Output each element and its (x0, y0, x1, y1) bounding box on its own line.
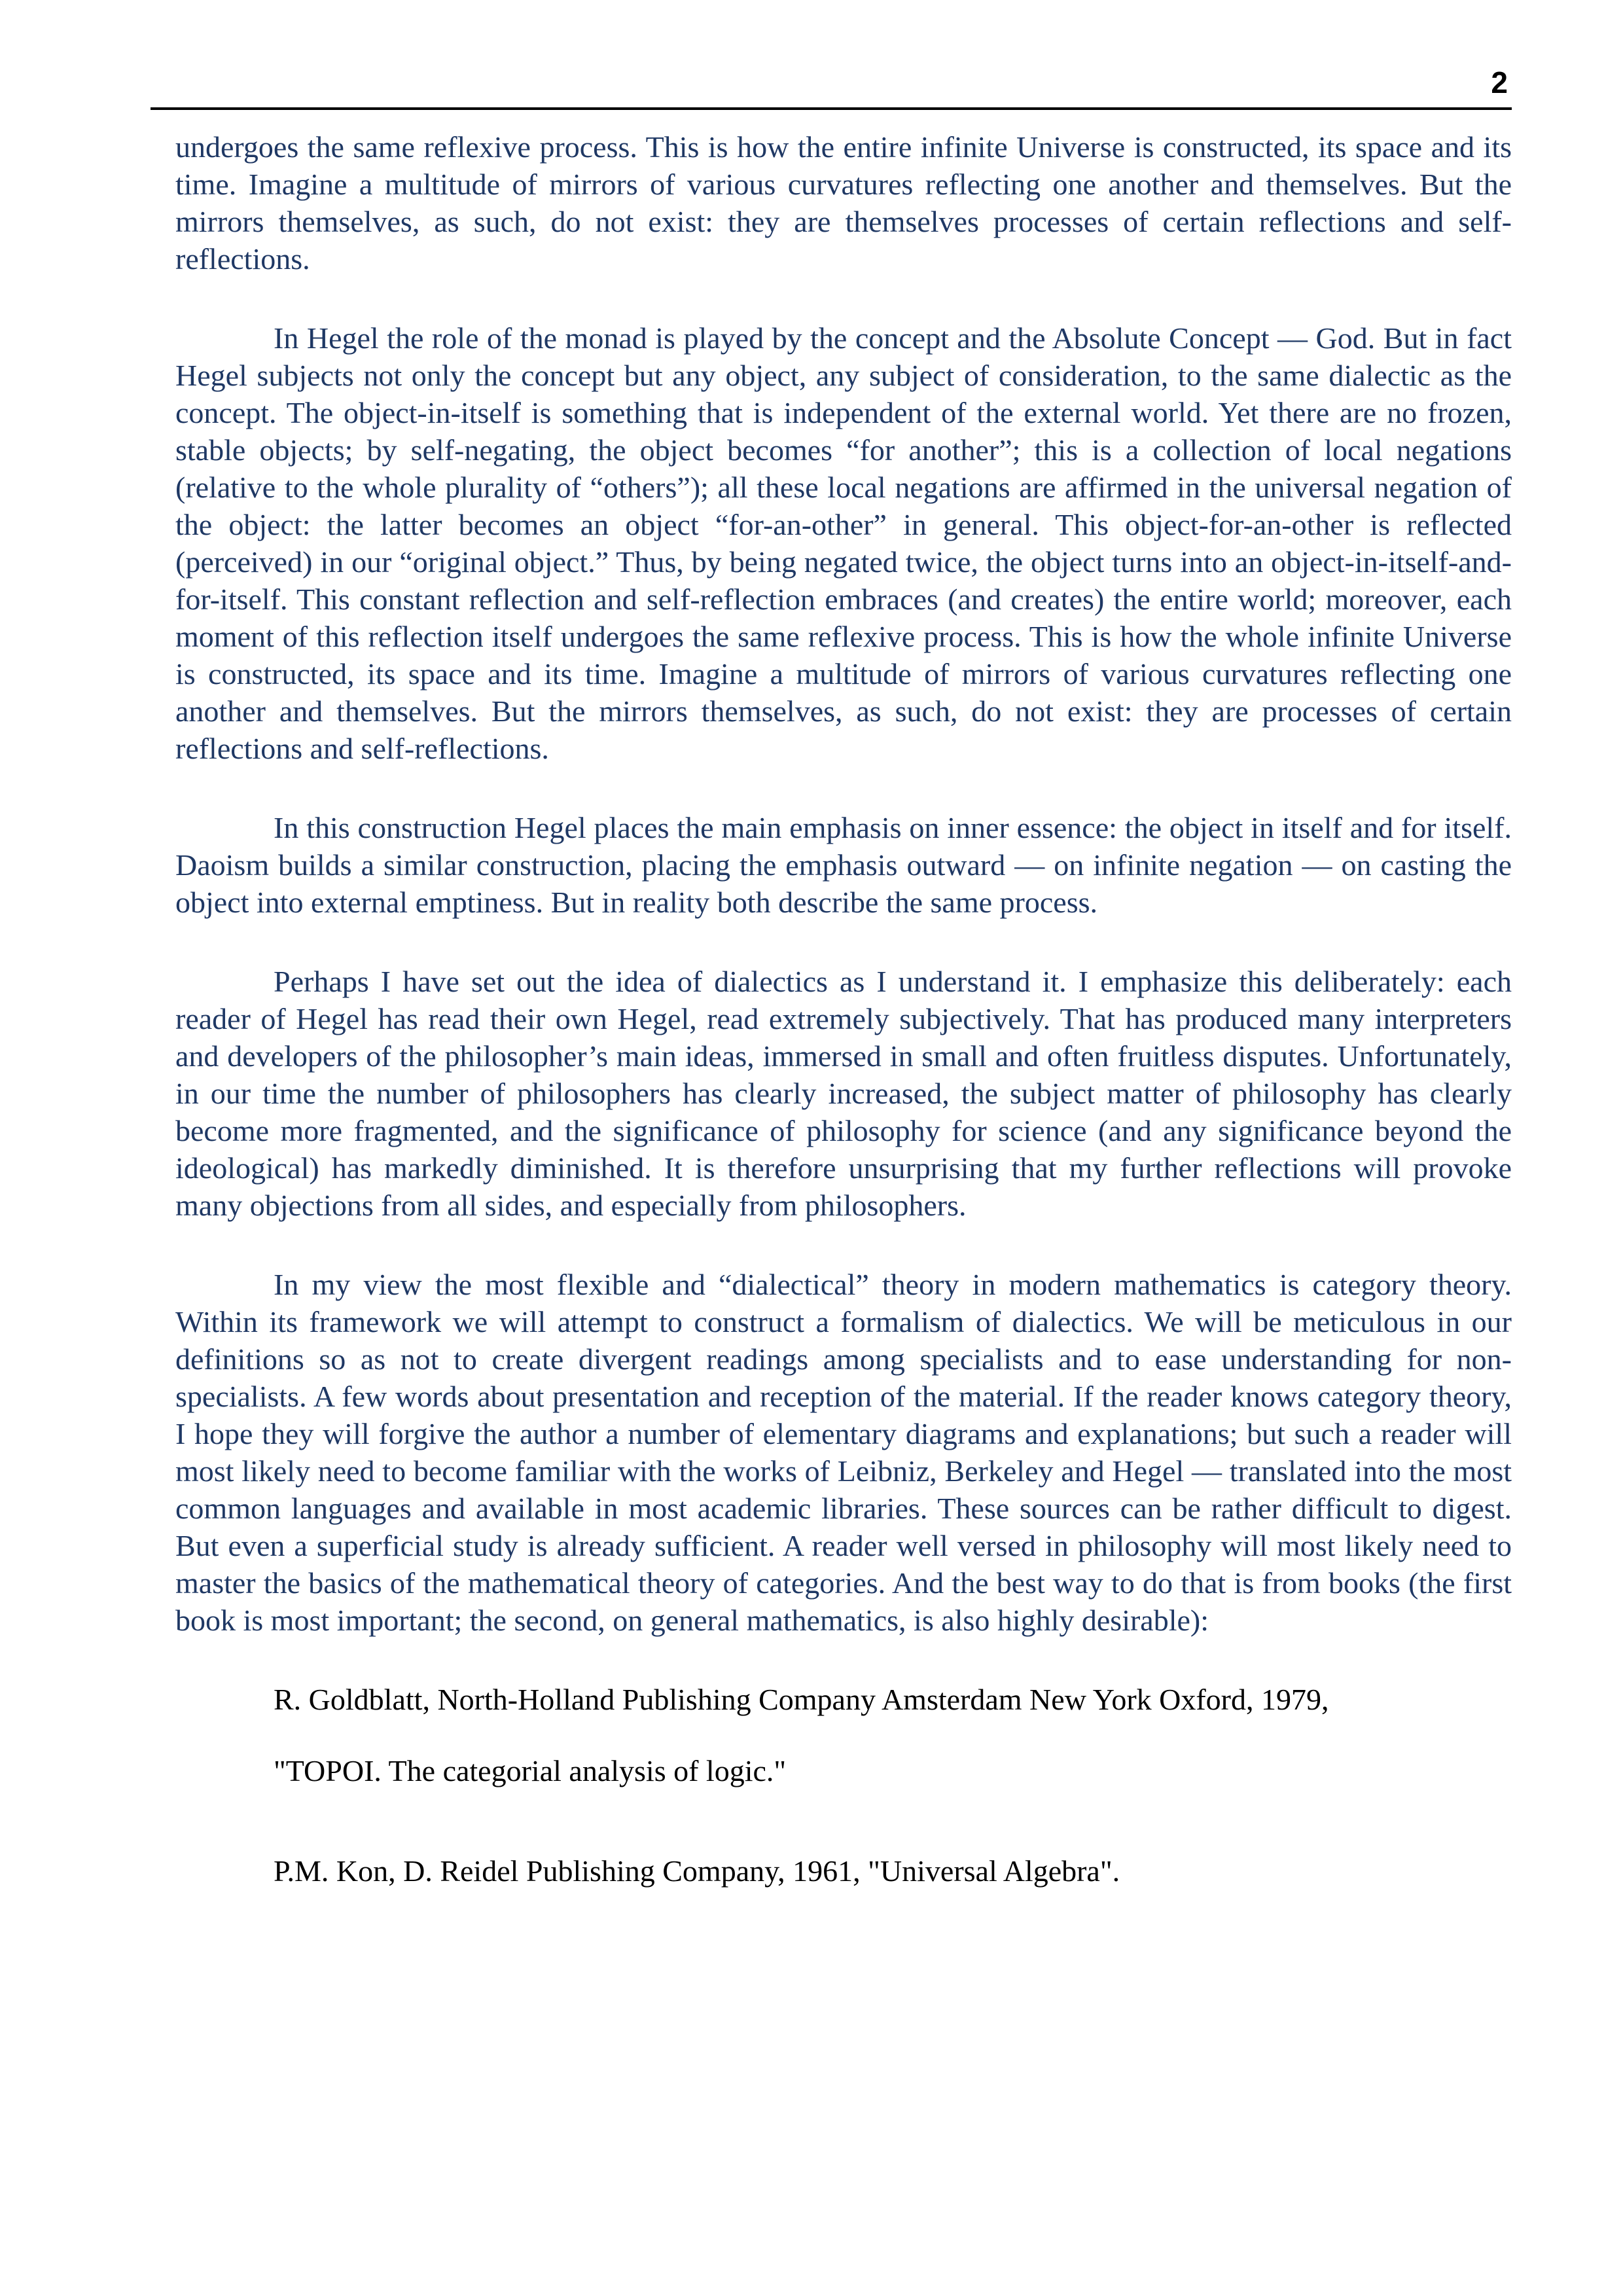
reference-line: R. Goldblatt, North-Holland Publishing Company Amsterdam New York Oxford, 1979, (274, 1683, 1329, 1716)
reference-line: "TOPOI. The categorial analysis of logic." (274, 1754, 787, 1787)
reference-list (175, 1681, 1512, 1890)
page-header (151, 0, 1512, 110)
body-paragraph: In this construction Hegel places the main emphasis on inner essence: the object in itself and for itself. Daoism builds a similar construction, placing the emphasis outward — on infinite negation — on casting the object into external emptiness. But in reality both describe the same process. (175, 811, 1512, 919)
page-number: 2 (1491, 65, 1508, 99)
body-paragraph: undergoes the same reflexive process. This is how the entire infinite Universe is constructed, its space and its time. Imagine a multitude of mirrors of various curvatures reflecting one another and themselves. But the mirrors themselves, as such, do not exist: they are themselves processes of certain reflections and self-reflections. (175, 130, 1512, 276)
body-paragraph: In my view the most flexible and “dialectical” theory in modern mathematics is category theory. Within its framework we will attempt to construct a formalism of dialectics. We will be meticulous in our definitions so as not to create divergent readings among specialists and to ease understanding for non-specialists. A few words about presentation and reception of the material. If the reader knows category theory, I hope they will forgive the author a number of elementary diagrams and explanations; but such a reader will most likely need to become familiar with the works of Leibniz, Berkeley and Hegel — translated into the most common languages and available in most academic libraries. These sources can be rather difficult to digest. But even a superficial study is already sufficient. A reader well versed in philosophy will most likely need to master the basics of the mathematical theory of categories. And the best way to do that is from books (the first book is most important; the second, on general mathematics, is also highly desirable): (175, 1268, 1512, 1637)
header-rule (151, 107, 1512, 110)
reference-line: P.M. Kon, D. Reidel Publishing Company, 1961, "Universal Algebra". (274, 1854, 1120, 1888)
body-paragraph: Perhaps I have set out the idea of dialectics as I understand it. I emphasize this deliberately: each reader of Hegel has read their own Hegel, read extremely subjectively. That has produced many interpreters and developers of the philosopher’s main ideas, immersed in small and often fruitless disputes. Unfortunately, in our time the number of philosophers has clearly increased, the subject matter of philosophy has clearly become more fragmented, and the significance of philosophy for science (and any significance beyond the ideological) has markedly diminished. It is therefore unsurprising that my further reflections will provoke many objections from all sides, and especially from philosophers. (175, 965, 1512, 1222)
body-paragraphs (175, 128, 1512, 1639)
page-body (175, 128, 1512, 1924)
body-paragraph: In Hegel the role of the monad is played by the concept and the Absolute Concept — God. But in fact Hegel subjects not only the concept but any object, any subject of consideration, to the same dialectic as the concept. The object-in-itself is something that is independent of the external world. Yet there are no frozen, stable objects; by self-negating, the object becomes “for another”; this is a collection of local negations (relative to the whole plurality of “others”); all these local negations are affirmed in the universal negation of the object: the latter becomes an object “for-an-other” in general. This object-for-an-other is reflected (perceived) in our “original object.” Thus, by being negated twice, the object turns into an object-in-itself-and-for-itself. This constant reflection and self-reflection embraces (and creates) the entire world; moreover, each moment of this reflection itself undergoes the same reflexive process. This is how the whole infinite Universe is constructed, its space and its time. Imagine a multitude of mirrors of various curvatures reflecting one another and themselves. But the mirrors themselves, as such, do not exist: they are processes of certain reflections and self-reflections. (175, 321, 1512, 765)
